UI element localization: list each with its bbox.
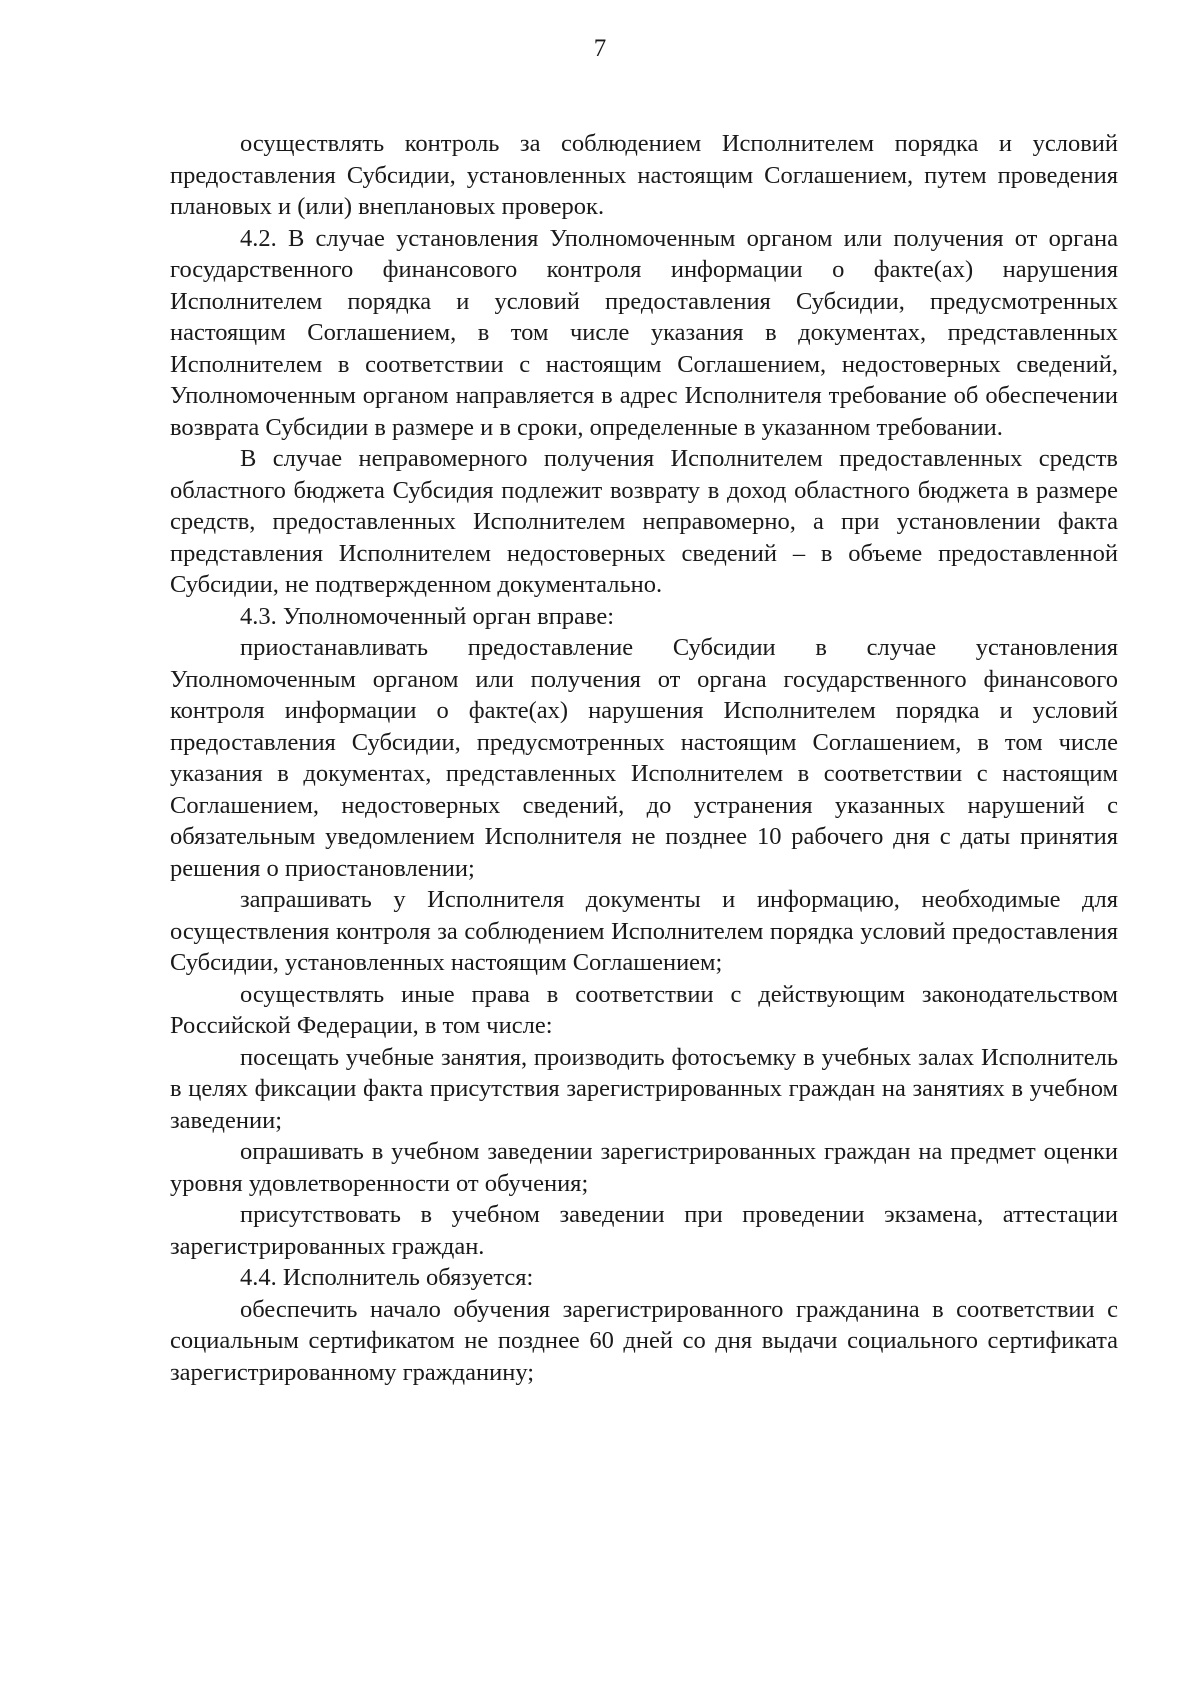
paragraph-4-2: 4.2. В случае установления Уполномоченным органом или получения от органа государственного финансового контроля информации о факте(ах) нарушения Исполнителем порядка и условий предоставления Субсидии, предусмотренных настоящим Соглашением, в том числе указания в документах, представленных Исполнителем в соответствии с настоящим Соглашением, недостоверных сведений, Уполномоченным органом направляется в адрес Исполнителя требование об обеспечении возврата Субсидии в размере и в сроки, определенные в указанном требовании. (170, 224, 1118, 441)
paragraph-4-4-heading: 4.4. Исполнитель обязуется: (240, 1264, 534, 1291)
paragraph-start-training: обеспечить начало обучения зарегистрированного гражданина в соответствии с социальным сертификатом не позднее 60 дней со дня выдачи социального сертификата зарегистрированному гражданину; (170, 1295, 1118, 1386)
paragraph-other-rights: осуществлять иные права в соответствии с действующим законодательством Российской Федерации, в том числе: (170, 980, 1118, 1039)
paragraph-suspend: приостанавливать предоставление Субсидии в случае установления Уполномоченным органом или получения от органа государственного финансового контроля информации о факте(ах) нарушения Исполнителем порядка и условий предоставления Субсидии, предусмотренных настоящим Соглашением, в том числе указания в документах, представленных Исполнителем в соответствии с настоящим Соглашением, недостоверных сведений, до устранения указанных нарушений с обязательным уведомлением Исполнителя не позднее 10 рабочего дня с даты принятия решения о приостановлении; (170, 634, 1118, 882)
paragraph-control: осуществлять контроль за соблюдением Исполнителем порядка и условий предоставления Субсидии, установленных настоящим Соглашением, путем проведения плановых и (или) внеплановых проверок. (170, 130, 1118, 220)
page-number: 7 (593, 35, 607, 62)
paragraph-4-3-heading: 4.3. Уполномоченный орган вправе: (240, 602, 615, 630)
paragraph-request-documents: запрашивать у Исполнителя документы и информацию, необходимые для осуществления контроля за соблюдением Исполнителем порядка условий предоставления Субсидии, установленных настоящим Соглашением; (170, 886, 1118, 976)
paragraph-survey: опрашивать в учебном заведении зарегистрированных граждан на предмет оценки уровня удовлетворенности от обучения; (170, 1138, 1118, 1197)
document-body (170, 128, 1118, 1388)
paragraph-attend-classes: посещать учебные занятия, производить фотосъемку в учебных залах Исполнитель в целях фиксации факта присутствия зарегистрированных граждан на занятиях в учебном заведении; (170, 1043, 1118, 1134)
paragraph-exam-attendance: присутствовать в учебном заведении при проведении экзамена, аттестации зарегистрированных граждан. (170, 1201, 1118, 1260)
paragraph-unlawful-receipt: В случае неправомерного получения Исполнителем предоставленных средств областного бюджета Субсидия подлежит возврату в доход областного бюджета в размере средств, предоставленных Исполнителем неправомерно, а при установлении факта представления Исполнителем недостоверных сведений – в объеме предоставленной Субсидии, не подтвержденном документально. (170, 445, 1118, 598)
